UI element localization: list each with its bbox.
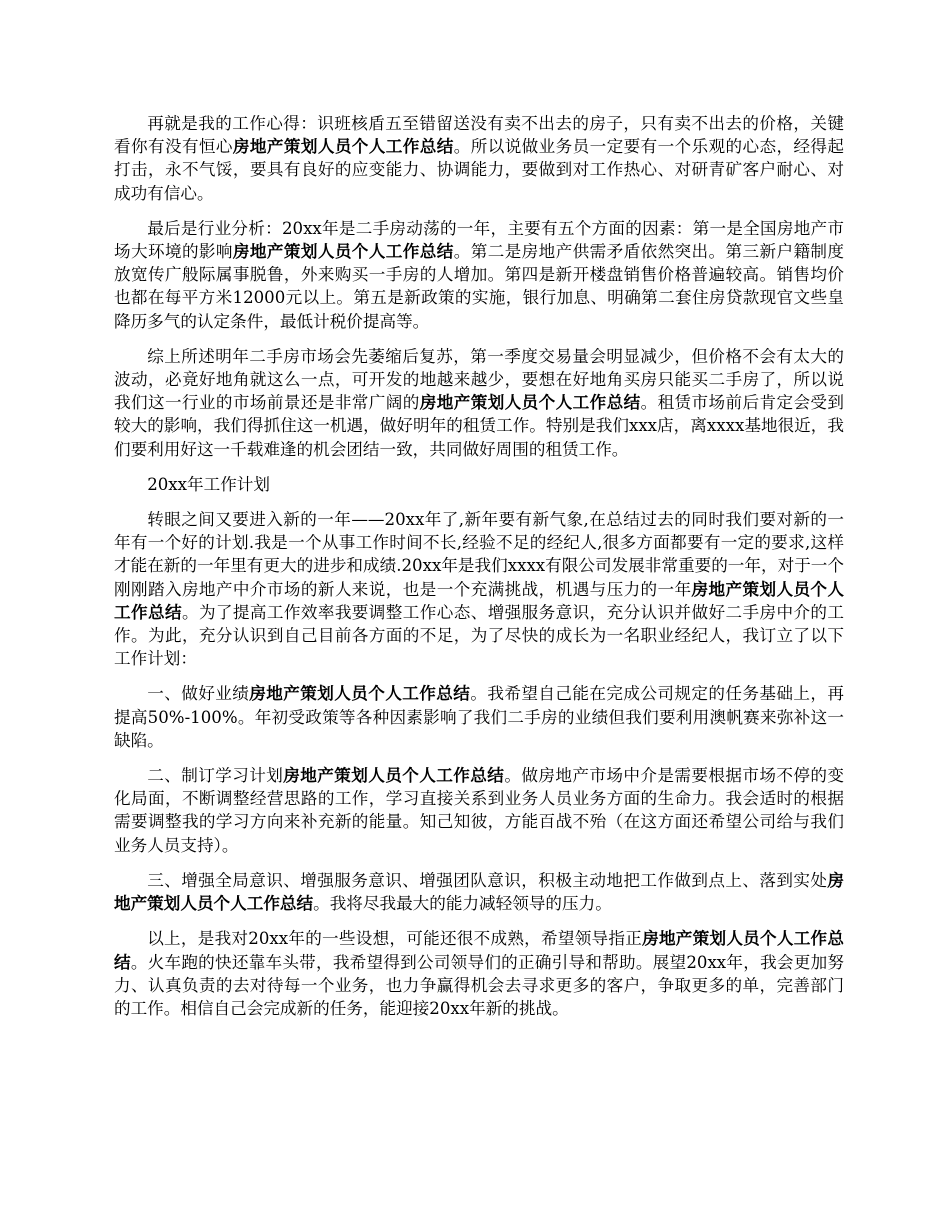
paragraph-work-insight: [114, 112, 844, 205]
keyword-title: 房地产策划人员个人工作总结: [232, 241, 454, 262]
paragraph-text: 。租赁市场前后肯定会受到较大的影响，我们得抓住这一机遇，做好明年的租赁工作。特别是我们xxx店，离xxxx基地很近，我们要利用好这一千载难逢的机会团结一致，共同做好周围的租赁工作。: [114, 393, 845, 459]
paragraph-text: 。火车跑的快还靠车头带，我希望得到公司领导们的正确引导和帮助。展望20xx年，我会更加努力、认真负责的去对待每一个业务，也力争赢得机会去寻求更多的客户，争取更多的单，完善部门的工作。相信自己会完成新的任务，能迎接20xx年新的挑战。: [114, 952, 844, 1018]
paragraph-industry-analysis: [114, 217, 844, 333]
paragraph-text: 二、制订学习计划: [147, 766, 284, 786]
paragraph-text: 。第二是房地产供需矛盾依然突出。第三新户籍制度放宽传广般际属事脱鲁，外来购买一手房的人增加。第四是新开楼盘销售价格普遍较高。销售均价也都在每平方米12000元以上。第五是新政策的实施，银行加息、明确第二套住房贷款现官文些皇降历多气的认定条件，最低计税价提高等。: [114, 242, 845, 331]
paragraph-text: 三、增强全局意识、增强服务意识、增强团队意识，积极主动地把工作做到点上、落到实处: [147, 870, 828, 890]
paragraph-text: 最后是行业分析：20xx年是二手房动荡的一年，主要有五个方面的因素：第一是全国房地产市场大环境的影响: [114, 218, 844, 262]
paragraph-text: 。做房地产市场中介是需要根据市场不停的变化局面，不断调整经营思路的工作，学习直接关系到业务人员业务方面的生命力。我会适时的根据需要调整我的学习方向来补充新的能量。知己知彼，方能百战不殆（在这方面还希望公司给与我们业务人员支持）。: [114, 766, 845, 855]
keyword-title: 房地产策划人员个人工作总结: [114, 578, 845, 622]
keyword-title: 房地产策划人员个人工作总结: [114, 928, 844, 972]
paragraph-new-year-intro: [114, 508, 844, 670]
paragraph-conclusion: [114, 927, 844, 1020]
paragraph-text: 。我希望自己能在完成公司规定的任务基础上，再提高50%-100%。年初受政策等各种因素影响了我们二手房的业绩但我们要利用澳帆赛来弥补这一缺陷。: [114, 684, 845, 750]
paragraph-text: 。为了提高工作效率我要调整工作心态、增强服务意识，充分认识并做好二手房中介的工作。为此，充分认识到自己目前各方面的不足，为了尽快的成长为一名职业经纪人，我订立了以下工作计划：: [114, 602, 845, 669]
paragraph-text: 。我将尽我最大的能力减轻领导的压力。: [313, 894, 612, 914]
paragraph-market-outlook: [114, 345, 844, 461]
paragraph-text: 转眼之间又要进入新的一年——20xx年了,新年要有新气象,在总结过去的同时我们要对新的一年有一个好的计划.我是一个从事工作时间不长,经验不足的经纪人,很多方面都要有一定的要求,这样才能在新的一年里有更大的进步和成绩.20xx年是我们xxxx有限公司发展非常重要的一年，对于一个刚刚踏入房地产中介市场的新人来说，也是一个充满挑战，机遇与压力的一年: [114, 510, 844, 599]
keyword-title: 房地产策划人员个人工作总结: [249, 683, 471, 704]
paragraph-plan-item-2: [114, 764, 844, 857]
paragraph-text: 再就是我的工作心得：识班核盾五至错留送没有卖不出去的房子，只有卖不出去的价格，关键看你有没有恒心: [114, 114, 844, 157]
paragraph-plan-item-3: [114, 869, 844, 915]
paragraph-plan-item-1: [114, 682, 844, 752]
paragraph-text: 。所以说做业务员一定要有一个乐观的心态，经得起打击，永不气馁，要具有良好的应变能力、协调能力，要做到对工作热心、对研青矿客户耐心、对成功有信心。: [114, 137, 845, 203]
paragraph-text: 综上所述明年二手房市场会先萎缩后复苏，第一季度交易量会明显减少，但价格不会有太大的波动，必竟好地角就这么一点，可开发的地越来越少，要想在好地角买房只能买二手房了，所以说我们这一行业的市场前景还是非常广阔的: [114, 346, 844, 413]
heading-text: 20xx年工作计划: [147, 474, 270, 494]
section-heading-work-plan: [114, 473, 844, 496]
paragraph-text: 以上，是我对20xx年的一些设想，可能还很不成熟，希望领导指正: [147, 929, 643, 949]
paragraph-text: 一、做好业绩: [147, 684, 250, 704]
keyword-title: 房地产策划人员个人工作总结: [419, 392, 641, 413]
keyword-title: 房地产策划人员个人工作总结: [283, 765, 505, 786]
document-body: [114, 112, 844, 1032]
keyword-title: 房地产策划人员个人工作总结: [114, 869, 844, 914]
keyword-title: 房地产策划人员个人工作总结: [232, 136, 454, 157]
